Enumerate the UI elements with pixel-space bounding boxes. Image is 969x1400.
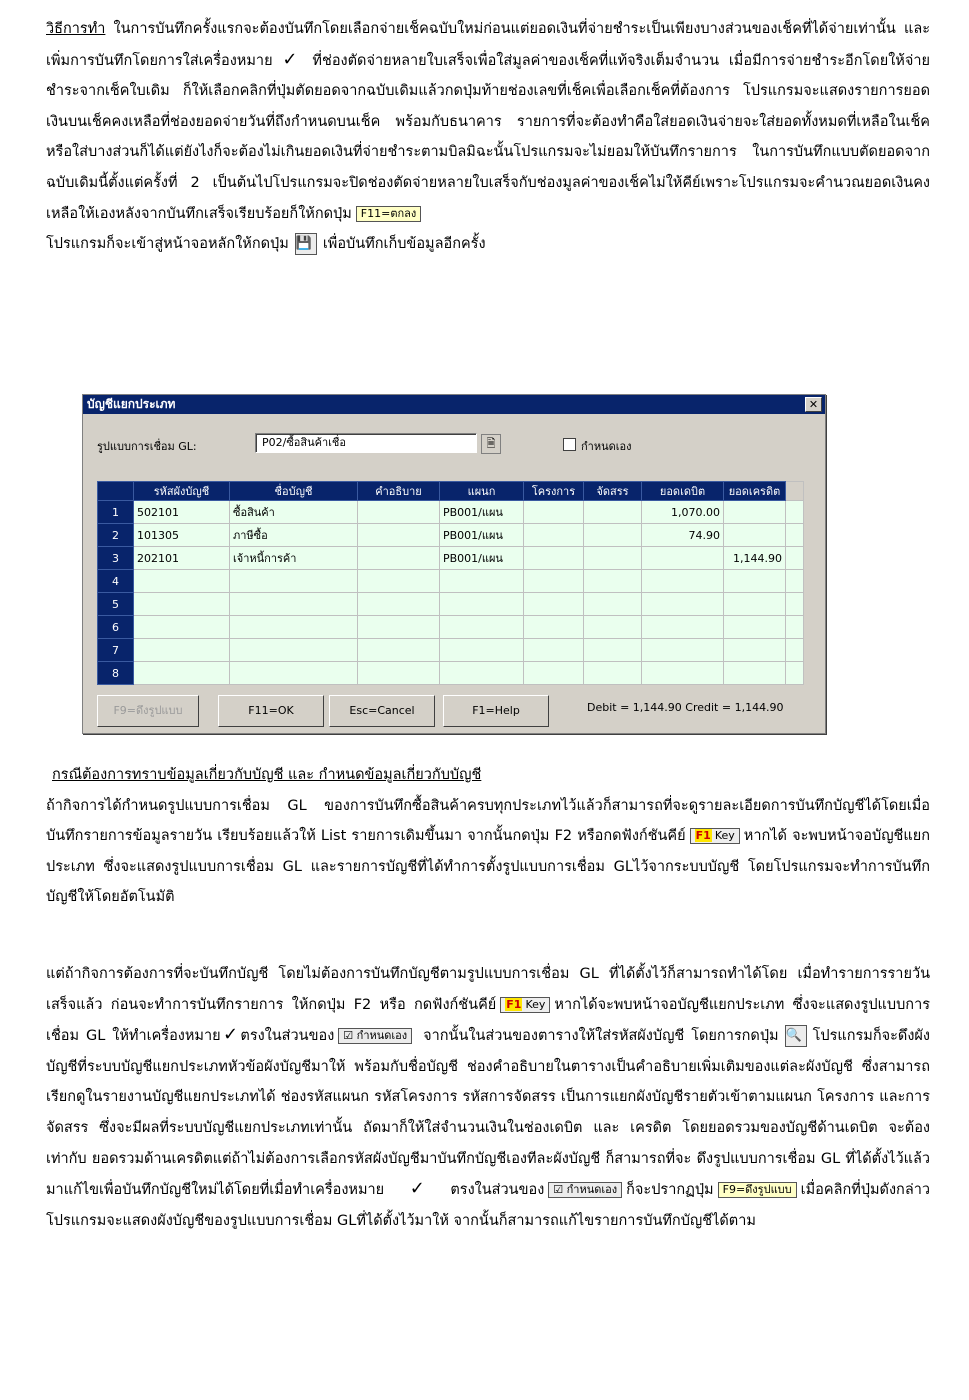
cell-dept[interactable] bbox=[440, 662, 524, 685]
cell-code[interactable] bbox=[134, 616, 230, 639]
checkmark-icon-3: ✓ bbox=[384, 1178, 451, 1200]
custom-checkbox[interactable] bbox=[563, 438, 576, 451]
cell-code[interactable] bbox=[134, 662, 230, 685]
cell-alloc[interactable] bbox=[584, 662, 642, 685]
cell-name[interactable] bbox=[230, 662, 358, 685]
row-number: 3 bbox=[98, 547, 134, 570]
cell-dept[interactable] bbox=[440, 639, 524, 662]
cell-dept[interactable]: PB001/แผน bbox=[440, 501, 524, 524]
cell-debit[interactable] bbox=[642, 639, 724, 662]
account-info-heading: กรณีต้องการทราบข้อมูลเกี่ยวกับบัญชี และ กำหนดข้อมูลเกี่ยวกับบัญชี bbox=[52, 767, 482, 783]
cell-desc[interactable] bbox=[358, 547, 440, 570]
ledger-dialog bbox=[82, 394, 826, 734]
cell-debit[interactable] bbox=[642, 616, 724, 639]
manual-text-5: โปรแกรมก็จะดึงผังบัญชีที่ระบบบัญชีแยกประเภทหัวข้อผังบัญชีมาให้ พร้อมกับชื่อบัญชี ช่องคำอธิบายในตารางเป็นคำอธิบายเพิ่มเติมของแต่ละผังบัญชี ซึ่งสามารถเรียกดูในรายงานบัญชีแยกประเภทได้ ช่องรหัสแผนก รหัสโครงการ รหัสการจัดสรร เป็นการแยกผังบัญชีรายตัวเข้าตามแผนก โครงการ และการจัดสรร ซึ่งจะมีผลที่ระบบบัญชีแยกประเภทเท่านั้น ถัดมาก็ให้ใส่จำนวนเงินในช่องเดบิต และ เครดิต โดยยอดรวมของบัญชีด้านเดบิต จะต้อง เท่ากับ ยอดรวมด้านเครดิตแต่ถ้าไม่ต้องการเลือกรหัสผังบัญชีมาบันทึกบัญชีเองทีละผังบัญชี ก็สามารถที่จะ ดึงรูปแบบการเชื่อม GL ที่ได้ตั้งไว้แล้วมาแก้ไขเพื่อบันทึกบัญชีใหม่ได้โดยที่เมื่อทำเครื่องหมาย bbox=[46, 1028, 930, 1199]
gl-link-field[interactable]: P02/ซื้อสินค้าเชื่อ bbox=[255, 433, 477, 453]
cell-proj[interactable] bbox=[524, 547, 584, 570]
cell-code[interactable]: 101305 bbox=[134, 524, 230, 547]
cell-alloc[interactable] bbox=[584, 501, 642, 524]
row-number: 7 bbox=[98, 639, 134, 662]
table-header-row bbox=[98, 482, 804, 501]
cell-debit[interactable]: 74.90 bbox=[642, 524, 724, 547]
procedure-text-4: เพื่อบันทึกเก็บข้อมูลอีกครั้ง bbox=[322, 236, 486, 253]
debit-credit-totals: Debit = 1,144.90 Credit = 1,144.90 bbox=[587, 701, 784, 714]
cell-debit[interactable] bbox=[642, 662, 724, 685]
close-icon[interactable]: ✕ bbox=[805, 397, 822, 412]
cell-code[interactable] bbox=[134, 593, 230, 616]
manual-text-6: ตรงในส่วนของ bbox=[450, 1182, 545, 1199]
header-credit: ยอดเครดิต bbox=[724, 482, 786, 501]
table-row[interactable] bbox=[98, 593, 804, 616]
cell-credit[interactable]: 1,144.90 bbox=[724, 547, 786, 570]
header-allocation: จัดสรร bbox=[584, 482, 642, 501]
f11-ok-button[interactable]: F11=OK bbox=[218, 695, 324, 727]
cell-alloc[interactable] bbox=[584, 639, 642, 662]
cell-code[interactable] bbox=[134, 639, 230, 662]
cell-name[interactable]: ซื้อสินค้า bbox=[230, 501, 358, 524]
row-number: 4 bbox=[98, 570, 134, 593]
cell-desc[interactable] bbox=[358, 616, 440, 639]
checkmark-icon-2: ✓ bbox=[220, 1024, 241, 1046]
header-debit: ยอดเดบิต bbox=[642, 482, 724, 501]
cell-credit[interactable] bbox=[724, 616, 786, 639]
table-row[interactable] bbox=[98, 616, 804, 639]
cell-code[interactable]: 202101 bbox=[134, 547, 230, 570]
dialog-title: บัญชีแยกประเภท bbox=[87, 397, 176, 411]
custom-checkbox-image-label: กำหนดเอง bbox=[356, 1029, 408, 1043]
key-label-2: Key bbox=[525, 997, 546, 1011]
cell-credit[interactable] bbox=[724, 639, 786, 662]
f1-key-label: F1 bbox=[695, 829, 711, 843]
checkmark-icon: ✓ bbox=[282, 48, 303, 70]
header-account-name: ชื่อบัญชี bbox=[230, 482, 358, 501]
esc-cancel-button[interactable]: Esc=Cancel bbox=[329, 695, 435, 727]
f1-key-image-2 bbox=[500, 997, 550, 1013]
cell-proj[interactable] bbox=[524, 501, 584, 524]
paragraph-manual-entry bbox=[46, 959, 930, 1236]
document-lookup-icon[interactable]: 🗎 bbox=[481, 434, 501, 454]
paragraph-procedure bbox=[46, 14, 930, 260]
save-disk-icon: 💾 bbox=[295, 233, 317, 255]
cell-extra bbox=[786, 662, 804, 685]
cell-alloc[interactable] bbox=[584, 616, 642, 639]
procedure-text-3: โปรแกรมก็จะเข้าสู่หน้าจอหลักให้กดปุ่ม bbox=[46, 236, 289, 253]
cell-desc[interactable] bbox=[358, 593, 440, 616]
manual-text-7: ก็จะปรากฏปุ่ม bbox=[626, 1182, 714, 1199]
row-number: 8 bbox=[98, 662, 134, 685]
f11-ok-button-image: F11=ตกลง bbox=[356, 206, 421, 222]
manual-text-2: หากได้จะพบหน้าจอบัญชีแยกประเภท ซึ่งจะแสดงรูปแบบการเชื่อม GL ให้ทำเครื่องหมาย bbox=[46, 996, 930, 1045]
cell-proj[interactable] bbox=[524, 570, 584, 593]
cell-debit[interactable] bbox=[642, 570, 724, 593]
table-row[interactable] bbox=[98, 501, 804, 524]
row-number: 6 bbox=[98, 616, 134, 639]
key-label: Key bbox=[714, 829, 735, 843]
cell-name[interactable] bbox=[230, 639, 358, 662]
cell-credit[interactable] bbox=[724, 570, 786, 593]
cell-extra bbox=[786, 570, 804, 593]
cell-proj[interactable] bbox=[524, 616, 584, 639]
dialog-titlebar bbox=[83, 395, 825, 414]
account-info-text-2: หากได้ จะพบหน้าจอบัญชีแยกประเภท ซึ่งจะแสดงรูปแบบการเชื่อม GL และรายการบัญชีที่ได้ทำการตั้งรูปแบบการเชื่อม GLไว้จากระบบบัญชี โดยโปรแกรมจะทำการบันทึกบัญชีให้โดยอัตโนมัติ bbox=[46, 828, 931, 906]
cell-dept[interactable] bbox=[440, 570, 524, 593]
cell-desc[interactable] bbox=[358, 524, 440, 547]
cell-extra bbox=[786, 616, 804, 639]
cell-dept[interactable]: PB001/แผน bbox=[440, 547, 524, 570]
cell-extra bbox=[786, 501, 804, 524]
cell-proj[interactable] bbox=[524, 593, 584, 616]
cell-alloc[interactable] bbox=[584, 547, 642, 570]
header-account-code: รหัสผังบัญชี bbox=[134, 482, 230, 501]
cell-dept[interactable] bbox=[440, 616, 524, 639]
f9-button-image: F9=ดึงรูปแบบ bbox=[718, 1182, 797, 1198]
cell-proj[interactable] bbox=[524, 639, 584, 662]
cell-code[interactable]: 502101 bbox=[134, 501, 230, 524]
table-row[interactable] bbox=[98, 524, 804, 547]
table-row[interactable] bbox=[98, 662, 804, 685]
f1-key-image bbox=[690, 828, 740, 844]
cell-credit[interactable] bbox=[724, 501, 786, 524]
cell-credit[interactable] bbox=[724, 593, 786, 616]
ledger-table bbox=[97, 481, 804, 685]
cell-debit[interactable] bbox=[642, 593, 724, 616]
cell-credit[interactable] bbox=[724, 524, 786, 547]
lookup-magnifier-icon: 🔍 bbox=[785, 1025, 807, 1047]
header-rownum bbox=[98, 482, 134, 501]
f1-key-label-2: F1 bbox=[506, 997, 522, 1011]
cell-name[interactable] bbox=[230, 570, 358, 593]
header-description: คำอธิบาย bbox=[358, 482, 440, 501]
manual-text-4: จากนั้นในส่วนของตารางให้ใส่รหัสผังบัญชี โดยการกดปุ่ม bbox=[423, 1028, 779, 1045]
paragraph-account-info bbox=[46, 760, 930, 913]
table-row[interactable] bbox=[98, 547, 804, 570]
cell-dept[interactable]: PB001/แผน bbox=[440, 524, 524, 547]
cell-desc[interactable] bbox=[358, 639, 440, 662]
cell-desc[interactable] bbox=[358, 570, 440, 593]
cell-dept[interactable] bbox=[440, 593, 524, 616]
cell-proj[interactable] bbox=[524, 662, 584, 685]
row-number: 5 bbox=[98, 593, 134, 616]
cell-proj[interactable] bbox=[524, 524, 584, 547]
table-row[interactable] bbox=[98, 570, 804, 593]
cell-alloc[interactable] bbox=[584, 593, 642, 616]
cell-name[interactable]: เจ้าหนี้การค้า bbox=[230, 547, 358, 570]
cell-name[interactable] bbox=[230, 616, 358, 639]
gl-link-label: รูปแบบการเชื่อม GL: bbox=[97, 440, 197, 453]
custom-checkbox-image-label-2: กำหนดเอง bbox=[566, 1183, 618, 1197]
cell-desc[interactable] bbox=[358, 662, 440, 685]
cell-desc[interactable] bbox=[358, 501, 440, 524]
f1-help-button[interactable]: F1=Help bbox=[443, 695, 549, 727]
cell-name[interactable]: ภาษีซื้อ bbox=[230, 524, 358, 547]
cell-extra bbox=[786, 547, 804, 570]
manual-text-1: แต่ถ้ากิจการต้องการที่จะบันทึกบัญชี โดยไม่ต้องการบันทึกบัญชีตามรูปแบบการเชื่อม GL ที่ได้ตั้งไว้ก็สามารถทำได้โดย เมื่อทำรายการรายวันเสร็จแล้ว ก่อนจะทำการบันทึกรายการ ให้กดปุ่ม F2 หรือ กดฟังก์ชันคีย์ bbox=[46, 966, 930, 1013]
f9-pull-template-button[interactable]: F9=ดึงรูปแบบ bbox=[97, 695, 199, 727]
manual-text-8: เมื่อคลิกที่ปุ่มดังกล่าวโปรแกรมจะแสดงผังบัญชีของรูปแบบการเชื่อม GLที่ได้ตั้งไว้มาให้ จากนั้นก็สามารถแก้ไขรายการบันทึกบัญชีได้ตาม bbox=[46, 1182, 930, 1229]
cell-extra bbox=[786, 639, 804, 662]
header-project: โครงการ bbox=[524, 482, 584, 501]
row-number: 2 bbox=[98, 524, 134, 547]
procedure-heading: วิธีการทำ bbox=[46, 21, 106, 37]
custom-label: กำหนดเอง bbox=[581, 440, 632, 453]
cell-alloc[interactable] bbox=[584, 524, 642, 547]
cell-credit[interactable] bbox=[724, 662, 786, 685]
manual-text-3: ตรงในส่วนของ bbox=[240, 1028, 335, 1045]
procedure-text-2: ที่ช่องตัดจ่ายหลายใบเสร็จเพื่อใส่มูลค่าของเช็คที่แท้จริงเต็มจำนวน เมื่อมีการจ่ายชำระอีกโดยให้จ่ายชำระจากเช็คใบเดิม ก็ให้เลือกคลิกที่ปุ่มตัดยอดจากฉบับเดิมแล้วกดปุ่มท้ายช่องเลขที่เช็คเพื่อเลือกเช็คที่ต้องการ โปรแกรมจะแสดงรายการยอดเงินบนเช็คคงเหลือที่ช่องยอดจ่ายวันที่ถึงกำหนดบนเช็ค พร้อมกับธนาคาร รายการที่จะต้องทำคือใส่ยอดเงินจ่ายจะใส่ยอดทั้งหมดที่เหลือในเช็คหรือใส่บางส่วนก็ได้แต่ยังไงก็จะต้องไม่เกินยอดเงินที่จ่ายชำระตามบิลมิฉะนั้นโปรแกรมจะไม่ยอมให้บันทึกรายการ ในการบันทึกแบบตัดยอดจากฉบับเดิมนี้ตั้งแต่ครั้งที่ 2 เป็นต้นไปโปรแกรมจะปิดช่องตัดจ่ายหลายใบเสร็จกับช่องมูลค่าของเช็คไม่ให้คีย์เพราะโปรแกรมจะคำนวณยอดเงินคงเหลือให้เองหลังจากบันทึกเสร็จเรียบร้อยก็ให้กดปุ่ม bbox=[46, 52, 930, 222]
cell-extra bbox=[786, 524, 804, 547]
procedure-text-1: ในการบันทึกครั้งแรกจะต้องบันทึกโดยเลือกจ่ายเช็คฉบับใหม่ก่อนแต่ยอดเงินที่จ่ายชำระเป็นเพียงบางส่วนของเช็คที่ได้จ่ายเท่านั้น และเพิ่มการบันทึกโดยการใส่เครื่องหมาย bbox=[46, 21, 930, 69]
cell-name[interactable] bbox=[230, 593, 358, 616]
row-number: 1 bbox=[98, 501, 134, 524]
account-info-text-1: ถ้ากิจการได้กำหนดรูปแบบการเชื่อม GL ของการบันทึกซื้อสินค้าครบทุกประเภทไว้แล้วก็สามารถที่จะดูรายละเอียดการบันทึกบัญชีได้โดยเมื่อบันทึกรายการข้อมูลรายวัน เรียบร้อยแล้วให้ List รายการเดิมขึ้นมา จากนั้นกดปุ่ม F2 หรือกดฟังก์ชันคีย์ bbox=[46, 797, 930, 845]
custom-checkbox-image-2: ☑ กำหนดเอง bbox=[548, 1182, 622, 1198]
cell-alloc[interactable] bbox=[584, 570, 642, 593]
cell-debit[interactable]: 1,070.00 bbox=[642, 501, 724, 524]
header-extra bbox=[786, 482, 804, 501]
table-row[interactable] bbox=[98, 639, 804, 662]
cell-code[interactable] bbox=[134, 570, 230, 593]
custom-checkbox-image: ☑ กำหนดเอง bbox=[338, 1028, 412, 1044]
cell-debit[interactable] bbox=[642, 547, 724, 570]
cell-extra bbox=[786, 593, 804, 616]
header-department: แผนก bbox=[440, 482, 524, 501]
